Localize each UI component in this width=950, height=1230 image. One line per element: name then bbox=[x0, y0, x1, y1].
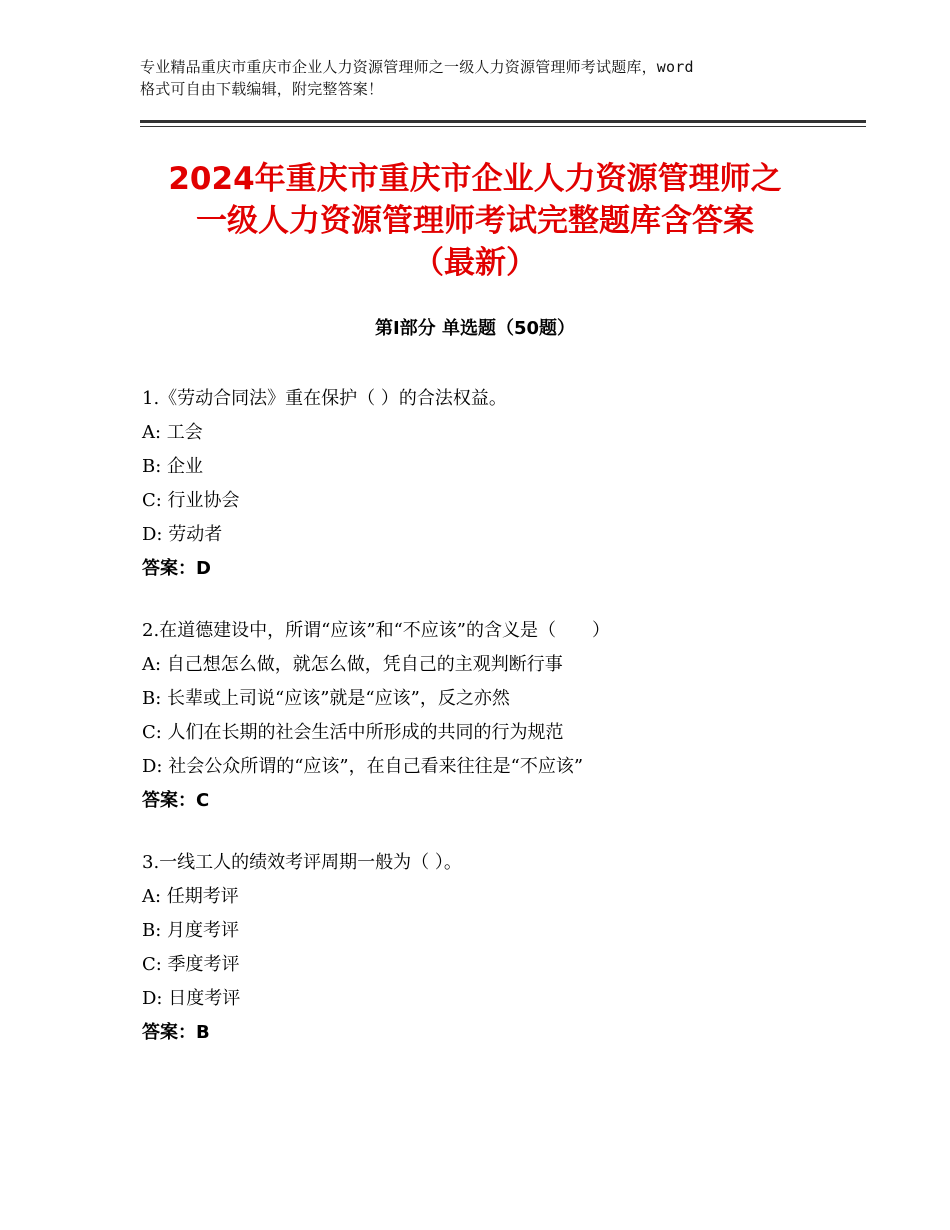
section-heading: 第Ⅰ部分 单选题（50题） bbox=[374, 318, 575, 339]
question-2 bbox=[142, 614, 842, 818]
question-stem: 1.《劳动合同法》重在保护（ ）的合法权益。 bbox=[142, 388, 507, 409]
option-d: D: 劳动者 bbox=[142, 524, 223, 545]
option-d: D: 社会公众所谓的“应该”，在自己看来往往是“不应该” bbox=[142, 756, 584, 777]
document-title-line-1: 2024年重庆市重庆市企业人力资源管理师之 bbox=[168, 161, 782, 197]
option-c: C: 行业协会 bbox=[142, 490, 240, 511]
document-title-line-2: 一级人力资源管理师考试完整题库含答案 bbox=[196, 203, 754, 239]
answer-label: 答案：B bbox=[142, 1022, 210, 1043]
option-a: A: 任期考评 bbox=[142, 886, 239, 907]
option-a: A: 工会 bbox=[142, 422, 203, 443]
answer-label: 答案：C bbox=[142, 790, 210, 811]
answer-label: 答案：D bbox=[142, 558, 211, 579]
question-1 bbox=[142, 382, 842, 586]
document-title-line-3: （最新） bbox=[413, 245, 537, 281]
header-note-line-2: 格式可自由下载编辑，附完整答案！ bbox=[140, 80, 384, 98]
option-b: B: 月度考评 bbox=[142, 920, 240, 941]
option-c: C: 季度考评 bbox=[142, 954, 240, 975]
header-rule-thick bbox=[140, 120, 866, 123]
header-note bbox=[140, 56, 820, 100]
option-b: B: 长辈或上司说“应该”就是“应该”，反之亦然 bbox=[142, 688, 510, 709]
option-c: C: 人们在长期的社会生活中所形成的共同的行为规范 bbox=[142, 722, 564, 743]
document-title bbox=[120, 158, 830, 284]
option-b: B: 企业 bbox=[142, 456, 204, 477]
header-rule-thin bbox=[140, 126, 866, 127]
header-note-line-1: 专业精品重庆市重庆市企业人力资源管理师之一级人力资源管理师考试题库，word bbox=[140, 58, 694, 76]
question-stem: 2.在道德建设中，所谓“应该”和“不应该”的含义是（ ） bbox=[142, 620, 610, 641]
option-d: D: 日度考评 bbox=[142, 988, 241, 1009]
question-stem: 3.一线工人的绩效考评周期一般为（ ）。 bbox=[142, 852, 462, 873]
question-3 bbox=[142, 846, 842, 1050]
option-a: A: 自己想怎么做，就怎么做，凭自己的主观判断行事 bbox=[142, 654, 563, 675]
question-list bbox=[142, 382, 842, 1078]
